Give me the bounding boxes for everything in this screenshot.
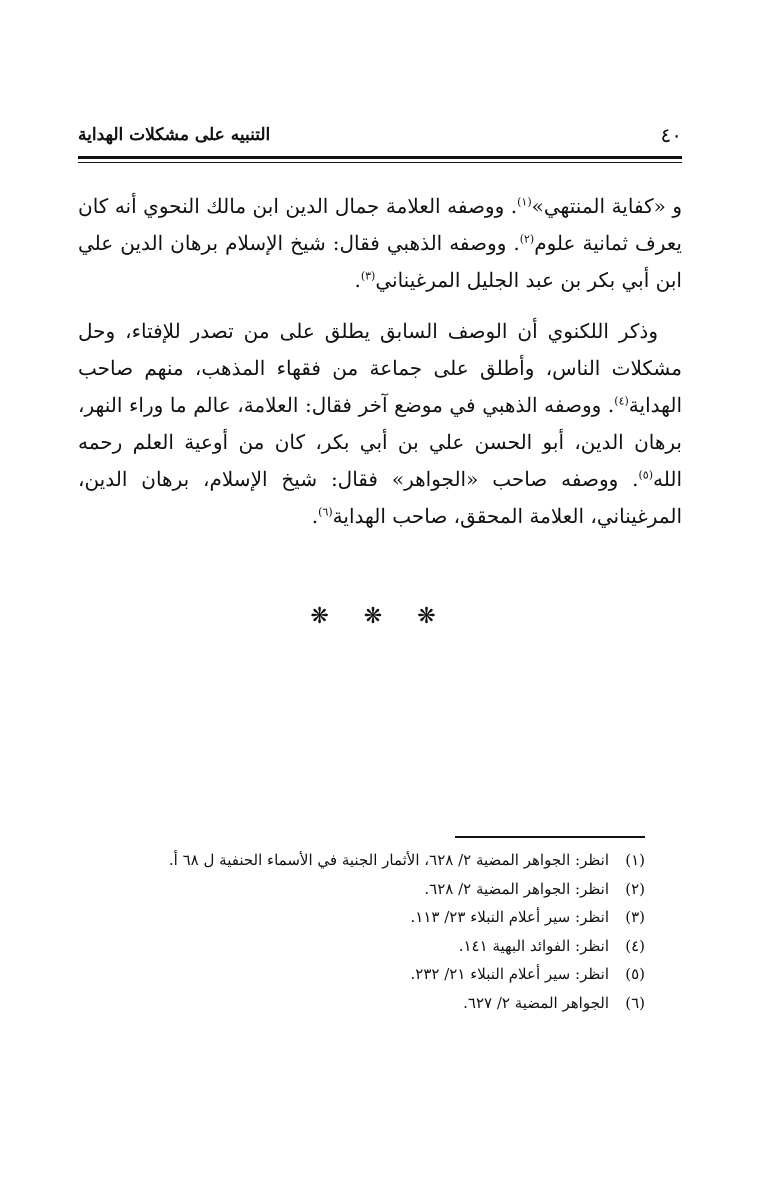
footnote-item	[78, 989, 645, 1018]
footnote-text: انظر: الجواهر المضية ٢/ ٦٢٨.	[424, 879, 609, 898]
footnote-number: (٥)	[625, 965, 645, 983]
paragraph-2	[78, 313, 682, 535]
p2-text-1: وذكر اللكنوي أن الوصف السابق يطلق على من تصدر للإفتاء، وحل مشكلات الناس، وأطلق على جماعة من فقهاء المذهب، منهم صاحب الهداية	[78, 319, 682, 417]
footnote-item	[78, 932, 645, 961]
footnote-number: (٦)	[625, 993, 645, 1012]
footnotes	[78, 846, 645, 1017]
p1-text-4: .	[354, 268, 361, 292]
footnote-ref-2: (٢)	[519, 232, 535, 246]
footnote-number: (١)	[625, 851, 645, 869]
page-number: ٤٠	[660, 123, 682, 147]
footnote-ref-1: (١)	[517, 195, 532, 209]
header-rule-thin	[78, 162, 682, 163]
p1-text-3: . ووصفه الذهبي فقال: شيخ الإسلام برهان الدين علي ابن أبي بكر بن عبد الجليل المرغيناني	[78, 231, 682, 292]
paragraph-1	[78, 188, 682, 299]
page-header	[78, 120, 682, 156]
p2-text-4: .	[311, 504, 319, 528]
main-text	[78, 188, 682, 535]
p1-text-1: و «كفاية المنتهي»	[531, 194, 682, 218]
footnote-number: (٢)	[625, 879, 645, 898]
footnote-item	[78, 960, 645, 989]
footnote-text: انظر: سير أعلام النبلاء ٢٣/ ١١٣.	[410, 908, 609, 926]
p2-text-3: . ووصفه صاحب «الجواهر» فقال: شيخ الإسلام، برهان الدين، المرغيناني، العلامة المحقق، صاحب الهداية	[78, 467, 682, 528]
footnote-text: انظر: الفوائد البهية ١٤١.	[458, 936, 609, 955]
section-separator: ❋ ❋ ❋	[310, 604, 450, 629]
footnote-ref-6: (٦)	[318, 505, 333, 519]
footnote-text: انظر: سير أعلام النبلاء ٢١/ ٢٣٢.	[410, 965, 609, 983]
footnote-item	[78, 846, 645, 875]
footnote-text: الجواهر المضية ٢/ ٦٢٧.	[463, 993, 609, 1012]
footnote-ref-5: (٥)	[638, 468, 653, 482]
running-title: التنبيه على مشكلات الهداية	[78, 125, 271, 145]
p1-text-2: . ووصفه العلامة جمال الدين ابن مالك النحوي أنه كان يعرف ثمانية علوم	[78, 194, 682, 255]
footnote-number: (٤)	[625, 936, 645, 955]
footnote-number: (٣)	[625, 908, 645, 926]
p2-text-2: . ووصفه الذهبي في موضع آخر فقال: العلامة، عالم ما وراء النهر، برهان الدين، أبو الحسن علي بن أبي بكر، كان من أوعية العلم رحمه الله	[78, 393, 682, 491]
footnote-rule	[455, 836, 645, 838]
footnote-item	[78, 903, 645, 932]
footnote-text: انظر: الجواهر المضية ٢/ ٦٢٨، الأثمار الجنية في الأسماء الحنفية ل ٦٨ أ.	[168, 851, 609, 869]
header-rule-thick	[78, 156, 682, 159]
footnote-item	[78, 875, 645, 904]
footnote-ref-4: (٤)	[614, 394, 629, 408]
footnote-ref-3: (٣)	[360, 269, 376, 283]
